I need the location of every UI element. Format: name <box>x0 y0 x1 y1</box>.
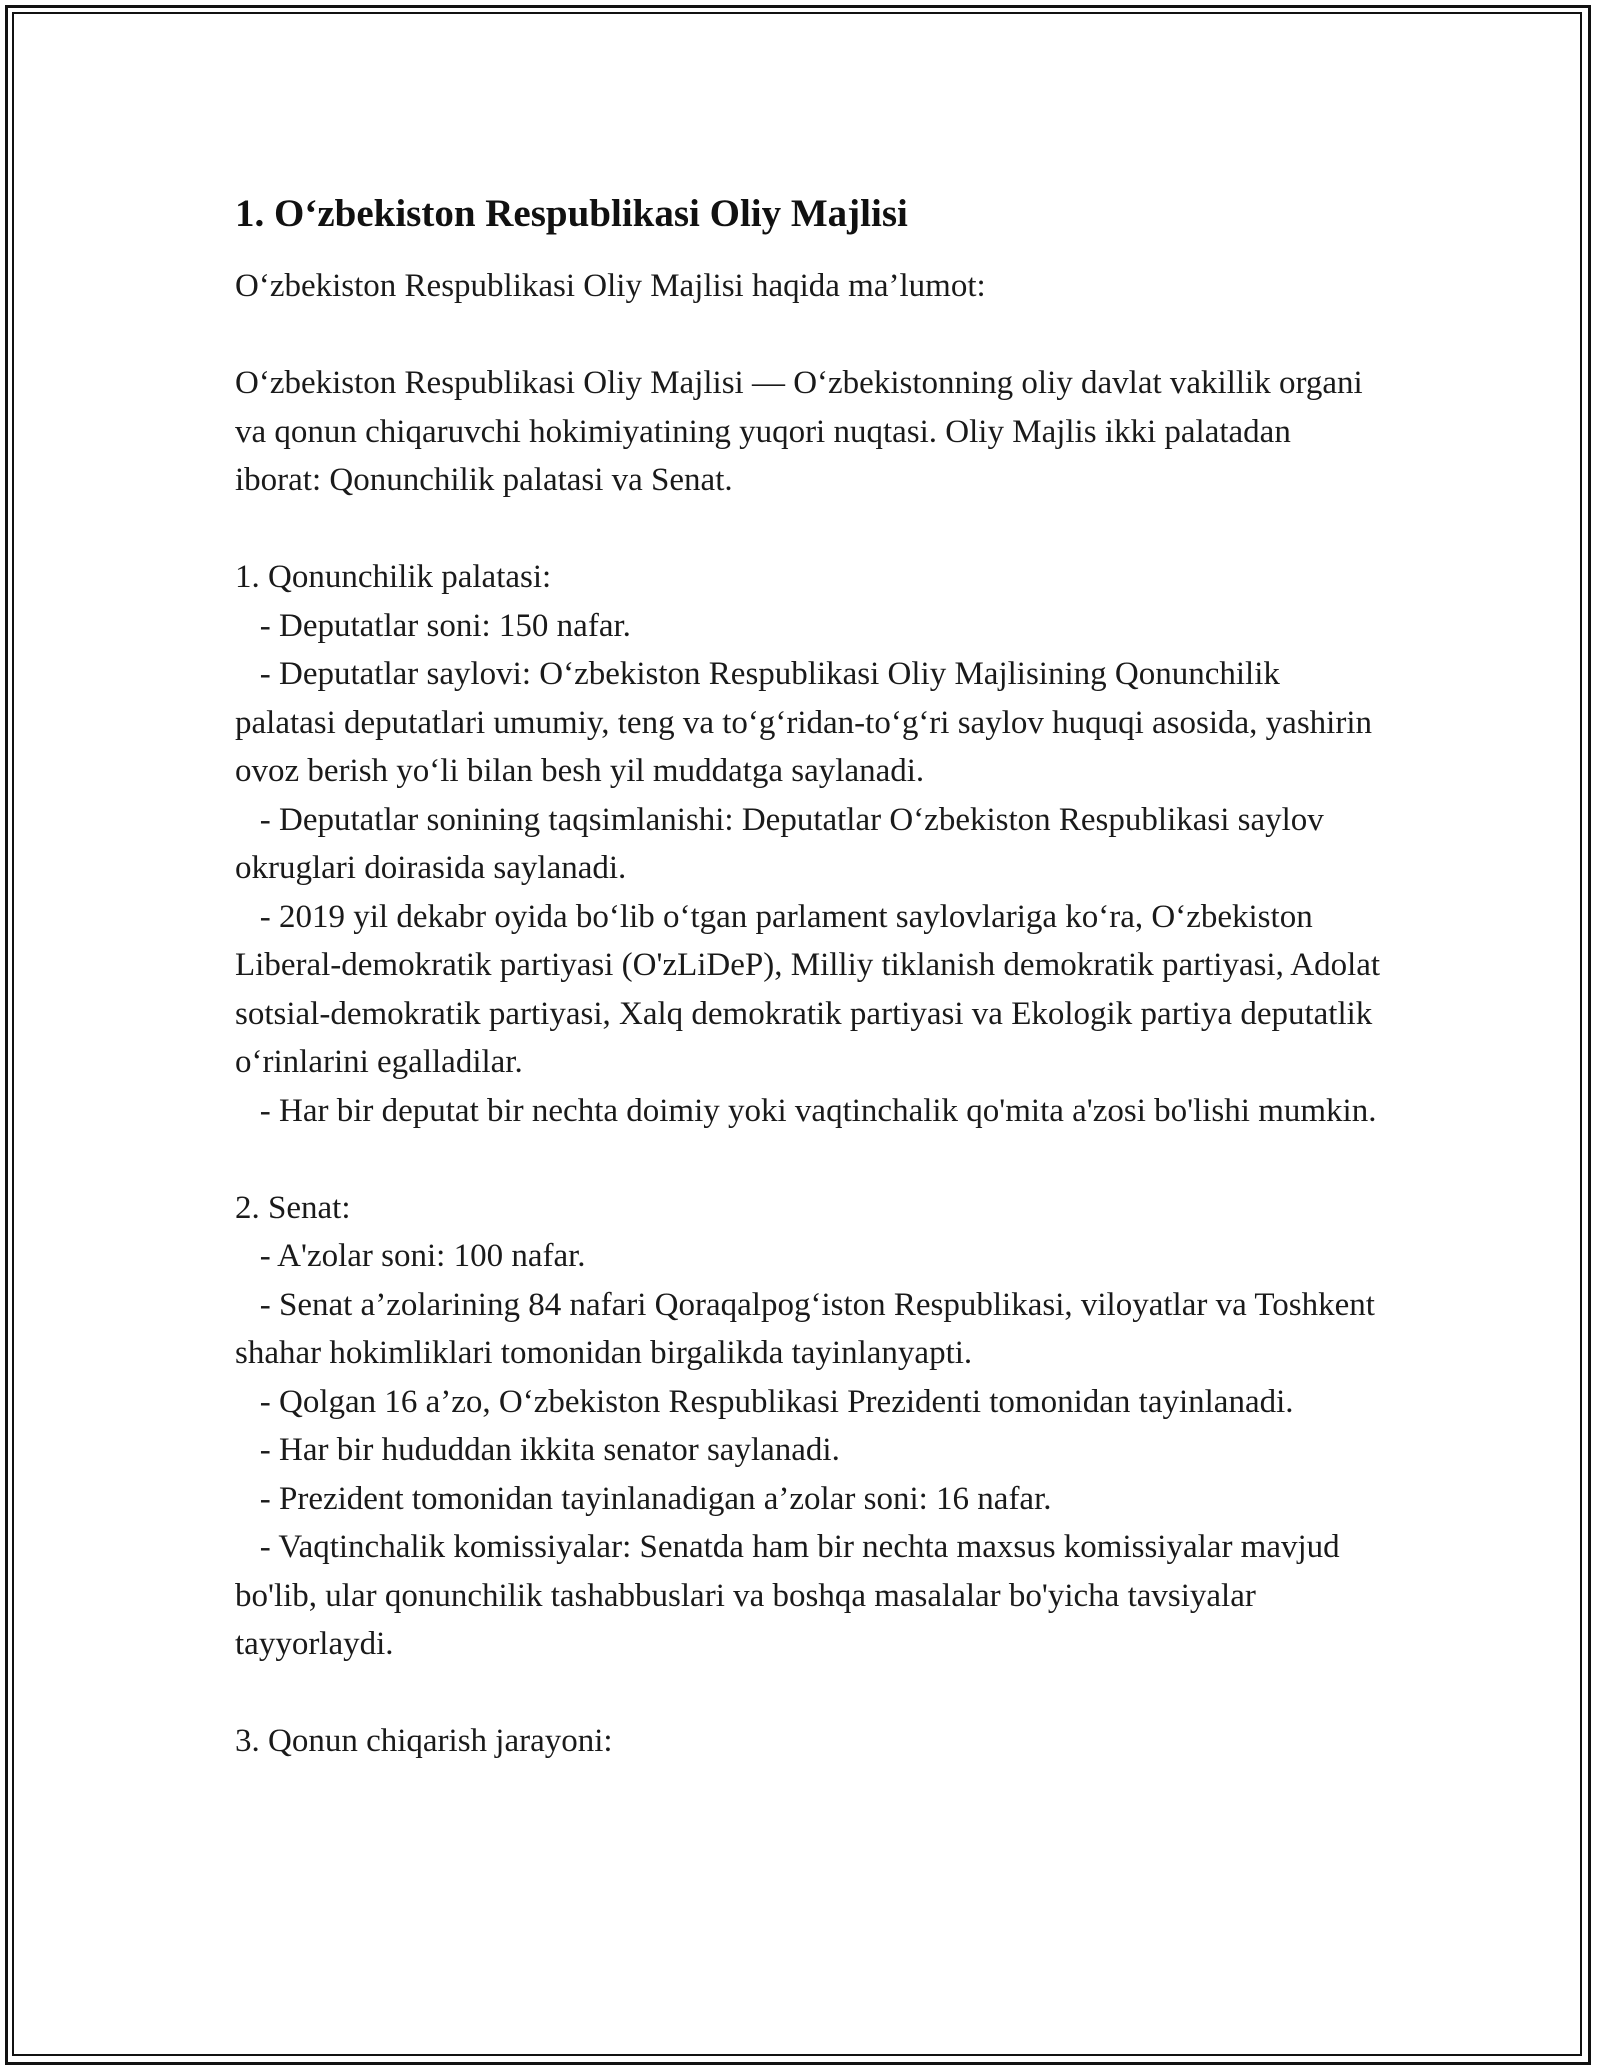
list-item: - Prezident tomonidan tayinlanadigan a’zolar soni: 16 nafar. <box>259 1480 1052 1517</box>
section-senate <box>235 1184 1385 1669</box>
section-title: 2. Senat: <box>235 1189 351 1226</box>
list-item: - Qolgan 16 a’zo, O‘zbekiston Respublikasi Prezidenti tomonidan tayinlanadi. <box>259 1383 1294 1420</box>
list-item: - Har bir deputat bir nechta doimiy yoki vaqtinchalik qo'mita a'zosi bo'lishi mumkin. <box>259 1092 1377 1129</box>
document-body <box>235 190 1389 1766</box>
list-item: - Deputatlar soni: 150 nafar. <box>259 607 631 644</box>
spacer <box>235 1135 1385 1184</box>
spacer <box>235 311 1385 360</box>
list-item: - 2019 yil dekabr oyida bo‘lib o‘tgan parlament saylovlariga ko‘ra, O‘zbekiston Liberal-demokratik partiyasi (O'zLiDeP), Milliy tiklanish demokratik partiyasi, Adolat sotsial-demokratik partiyasi, Xalq demokratik partiyasi va Ekologik partiya deputatlik o‘rinlarini egalladilar. <box>235 898 1389 1080</box>
section-legislative-chamber <box>235 553 1389 1135</box>
spacer <box>235 505 1385 554</box>
section-title: 3. Qonun chiqarish jarayoni: <box>235 1723 613 1759</box>
list-item: - Har bir hududdan ikkita senator saylanadi. <box>259 1432 840 1468</box>
list-item: - Senat a’zolarining 84 nafari Qoraqalpog‘iston Respublikasi, viloyatlar va Toshkent shahar hokimliklari tomonidan birgalikda tayinlanyapti. <box>235 1286 1384 1371</box>
list-item: - Deputatlar saylovi: O‘zbekiston Respublikasi Oliy Majlisining Qonunchilik palatasi deputatlari umumiy, teng va to‘g‘ridan-to‘g‘ri saylov huquqi asosida, yashirin ovoz berish yo‘li bilan besh yil muddatga saylanadi. <box>235 656 1381 789</box>
overview-paragraph: O‘zbekiston Respublikasi Oliy Majlisi — O‘zbekistonning oliy davlat vakillik organi va qonun chiqaruvchi hokimiyatining yuqori nuqtasi. Oliy Majlis ikki palatadan iborat: Qonunchilik palatasi va Senat. <box>235 365 1371 498</box>
intro-line: O‘zbekiston Respublikasi Oliy Majlisi haqida ma’lumot: <box>235 268 986 304</box>
section-lawmaking-process <box>235 1717 1385 1766</box>
list-item: - Deputatlar sonining taqsimlanishi: Deputatlar O‘zbekiston Respublikasi saylov okruglari doirasida saylanadi. <box>235 801 1333 886</box>
spacer <box>235 1669 1385 1718</box>
list-item: - Vaqtinchalik komissiyalar: Senatda ham bir nechta maxsus komissiyalar mavjud bo'lib, ular qonunchilik tashabbuslari va boshqa masalalar bo'yicha tavsiyalar tayyorlaydi. <box>235 1529 1348 1662</box>
document-heading: 1. O‘zbekiston Respublikasi Oliy Majlisi <box>235 192 908 235</box>
list-item: - A'zolar soni: 100 nafar. <box>259 1238 586 1274</box>
section-title: 1. Qonunchilik palatasi: <box>235 559 552 595</box>
